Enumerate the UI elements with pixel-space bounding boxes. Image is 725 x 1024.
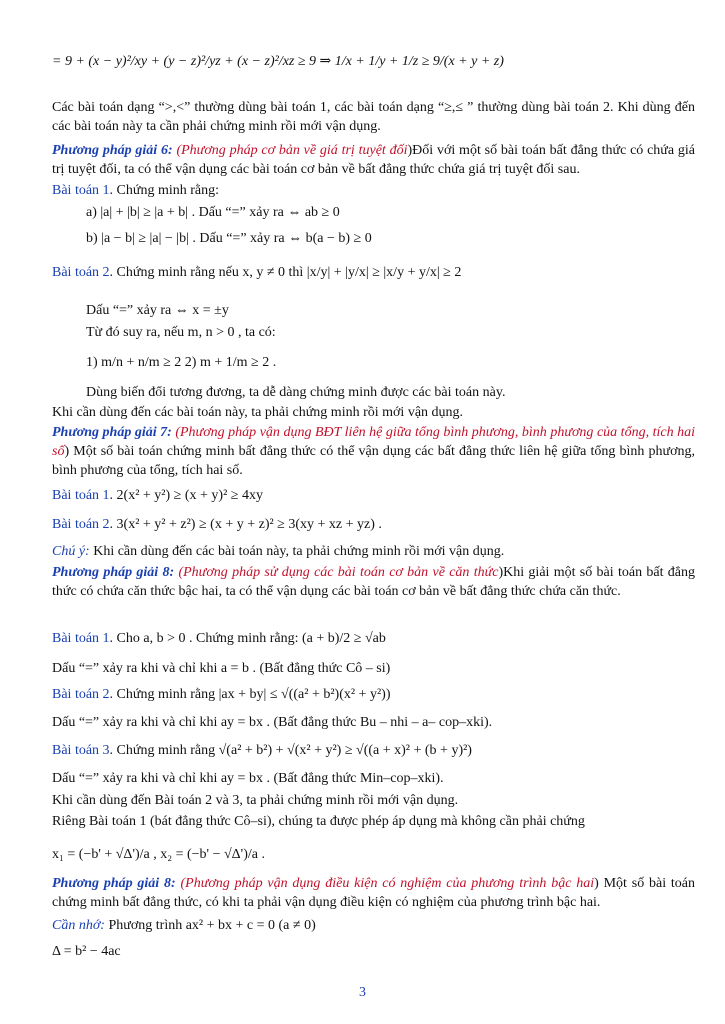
equation-text: = 9 + (x − y)²/xy + (y − z)²/yz + (x − z)²/xz ≥ 9 ⇒ 1/x + 1/y + 1/z ≥ 9/(x + y + z) (52, 54, 504, 69)
problem-label: Bài toán 1 (52, 488, 110, 503)
item-b: b) |a − b| ≥ |a| − |b| . Dấu “=” xảy ra ⇔ b(a − b) ≥ 0 (86, 231, 372, 246)
note-line (52, 542, 695, 561)
note-text: Riêng Bài toán 1 (bát đẳng thức Cô–si), chúng ta được phép áp dụng mà không cần phải chứng (52, 814, 585, 829)
problem-text: . Chứng minh rằng √(a² + b²) + √(x² + y²) ≥ √((a + x)² + (b + y)²) (109, 743, 472, 758)
problem-text: . 3(x² + y² + z²) ≥ (x + y + z)² ≥ 3(xy + xz + yz) . (109, 517, 382, 532)
problem-text: . 2(x² + y²) ≥ (x + y)² ≥ 4xy (109, 488, 263, 503)
problem-label: Bài toán 2 (52, 517, 110, 532)
paragraph-1: Các bài toán dạng “>,<” thường dùng bài toán 1, các bài toán dạng “≥,≤ ” thường dùng bài toán 2. Khi dùng đến các bài toán này ta cần phải chứng minh rồi mới vận dụng. (52, 100, 695, 134)
method-8-title: (Phương pháp sử dụng các bài toán cơ bản về căn thức (178, 565, 499, 580)
equality-condition: Dấu “=” xảy ra ⇔ x = ±y (86, 303, 229, 318)
problem-label: Bài toán 3 (52, 743, 110, 758)
page-number: 3 (359, 985, 366, 1000)
equality-condition: Dấu “=” xảy ra khi và chỉ khi ay = bx . (Bất đẳng thức Bu – nhi – a– cop–xki). (52, 715, 493, 730)
roots-formula: x₁ = (−b' + √Δ')/a , x₂ = (−b' − √Δ')/a . (52, 847, 265, 862)
consequence-text: Từ đó suy ra, nếu m, n > 0 , ta có: (86, 325, 276, 340)
method-6-label: Phương pháp giải 6: (52, 143, 173, 158)
problem-heading (52, 486, 695, 505)
problem-heading (52, 181, 695, 200)
method-8-paragraph (52, 563, 695, 601)
note-text: Dùng biến đổi tương đương, ta dễ dàng chứng minh được các bài toán này. (86, 385, 506, 400)
problem-heading (52, 263, 695, 282)
consequence-formulas: 1) m/n + n/m ≥ 2 2) m + 1/m ≥ 2 . (86, 355, 277, 370)
problem-heading (52, 629, 695, 648)
method-7-paragraph (52, 423, 695, 480)
note-text: Khi cần dùng đến Bài toán 2 và 3, ta phải chứng minh rồi mới vận dụng. (52, 793, 459, 808)
problem-text: . Chứng minh rằng |ax + by| ≤ √((a² + b²)(x² + y²)) (109, 687, 391, 702)
problem-label: Bài toán 2 (52, 265, 110, 280)
problem-text: . Chứng minh rằng nếu x, y ≠ 0 thì |x/y| + |y/x| ≥ |x/y + y/x| ≥ 2 (109, 265, 462, 280)
item-a: a) |a| + |b| ≥ |a + b| . Dấu “=” xảy ra ⇔ ab ≥ 0 (86, 205, 340, 220)
method-8-label: Phương pháp giải 8: (52, 565, 175, 580)
method-6-paragraph (52, 141, 695, 179)
problem-heading (52, 515, 695, 534)
discriminant-formula: Δ = b² − 4ac (52, 944, 121, 959)
remember-line (52, 916, 695, 935)
equality-condition: Dấu “=” xảy ra khi và chỉ khi a = b . (Bất đẳng thức Cô – si) (52, 661, 391, 676)
note-label: Chú ý: (52, 544, 90, 559)
method-8b-title: (Phương pháp vận dụng điều kiện có nghiệm của phương trình bậc hai (180, 876, 595, 891)
remember-label: Cần nhớ: (52, 918, 105, 933)
note-text: Khi cần dùng đến các bài toán này, ta phải chứng minh rồi mới vận dụng. (93, 544, 505, 559)
method-7-title: (Phương pháp vận dụng BĐT liên hệ giữa tổng bình phương, bình phương của tổng, tích hai số (52, 425, 695, 459)
note-text: Khi cần dùng đến các bài toán này, ta phải chứng minh rồi mới vận dụng. (52, 405, 464, 420)
equality-condition: Dấu “=” xảy ra khi và chỉ khi ay = bx . (Bất đẳng thức Min–cop–xki). (52, 771, 444, 786)
method-7-label: Phương pháp giải 7: (52, 425, 172, 440)
method-8b-paragraph (52, 874, 695, 912)
equation-line-1 (52, 52, 695, 71)
remember-text: Phương trình ax² + bx + c = 0 (a ≠ 0) (108, 918, 316, 933)
method-8b-label: Phương pháp giải 8: (52, 876, 176, 891)
problem-label: Bài toán 1 (52, 183, 110, 198)
problem-heading (52, 685, 695, 704)
method-6-text: )Đối với một số bài toán bất đẳng thức có chứa giá trị tuyệt đối, ta có thể vận dụng các bài toán cơ bản về bất đẳng thức chứa giá trị tuyệt đối sau. (52, 143, 696, 177)
method-8b-text: ) Một số bài toán chứng minh bất đẳng thức, có khi ta phải vận dụng điều kiện có nghiệm của phương trình bậc hai. (52, 876, 696, 910)
problem-heading (52, 741, 695, 760)
method-7-text: ) Một số bài toán chứng minh bất đẳng thức có thể vận dụng các bất đẳng thức liên hệ giữa tổng bình phương, bình phương của tổng, tích hai số. (52, 444, 695, 478)
problem-text: . Chứng minh rằng: (109, 183, 220, 198)
method-8-text: )Khi giải một số bài toán bất đẳng thức có chứa căn thức bậc hai, ta có thể vận dụng các bài toán cơ bản về bất đẳng thức chứa căn thức. (52, 565, 695, 599)
problem-label: Bài toán 2 (52, 687, 110, 702)
problem-text: . Cho a, b > 0 . Chứng minh rằng: (a + b)/2 ≥ √ab (109, 631, 386, 646)
method-6-title: (Phương pháp cơ bản về giá trị tuyệt đối (176, 143, 408, 158)
problem-label: Bài toán 1 (52, 631, 110, 646)
